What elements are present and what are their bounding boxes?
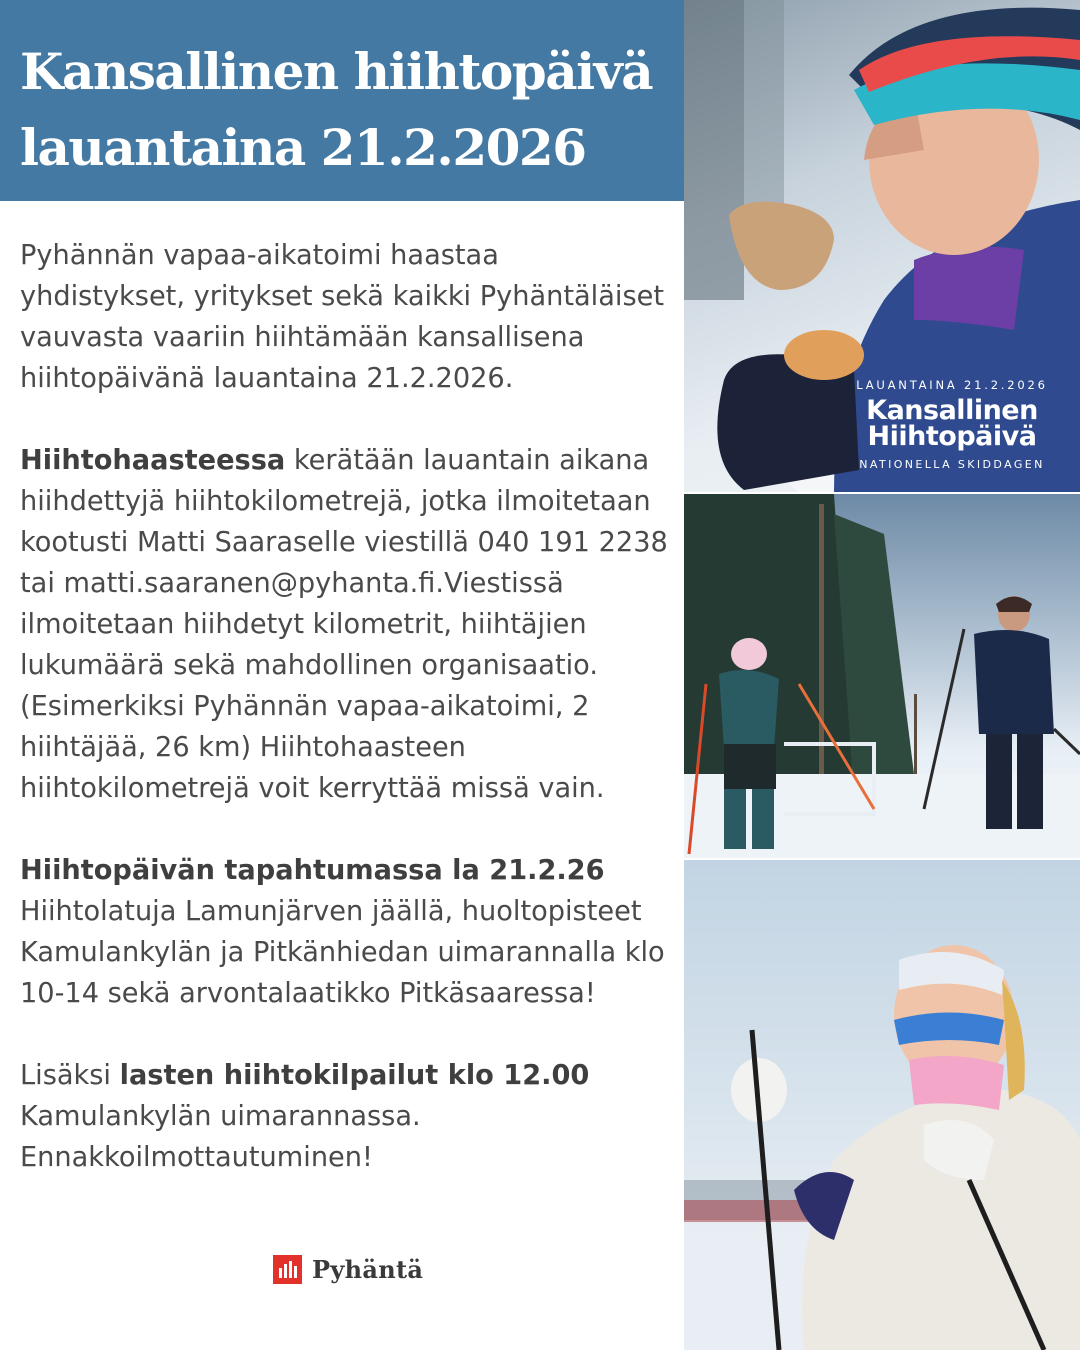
event-paragraph [20,850,670,1014]
photo-family-skiing [684,494,1080,858]
kids-text: Kamulankylän uimarannassa. Ennakkoilmottautuminen! [20,1101,421,1173]
overlay-title-line-1: Kansallinen [866,395,1038,426]
kids-prefix: Lisäksi [20,1060,120,1091]
title-banner [0,0,684,201]
logo-text: Pyhäntä [312,1255,424,1284]
kids-paragraph [20,1055,670,1178]
overlay-title-line-2: Hiihtopäivä [867,421,1037,452]
title-line-2: lauantaina 21.2.2026 [20,118,586,177]
challenge-text: kerätään lauantain aikana hiihdettyjä hiihtokilometrejä, jotka ilmoitetaan kootusti Matti Saaraselle viestillä 040 191 2238 tai matti.saaranen@pyhanta.fi.Viestissä ilmoitetaan hiihdetyt kilometrit, hiihtäjien lukumäärä sekä mahdollinen organisaatio. (Esimerkiksi Pyhännän vapaa-aikatoimi, 2 hiihtäjää, 26 km) Hiihtohaasteen hiihtokilometrejä voit kerryttää missä vain. [20,445,668,804]
challenge-heading: Hiihtohaasteessa [20,445,286,476]
challenge-paragraph [20,440,670,809]
photo-family-skiing-illustration [684,494,1080,858]
pyhanta-logo [273,1255,423,1284]
photo-woman-eating [684,0,1080,492]
photo-column [684,0,1080,1350]
event-text: Hiihtolatuja Lamunjärven jäällä, huoltopisteet Kamulankylän ja Pitkänhiedan uimarannalla klo 10-14 sekä arvontalaatikko Pitkäsaaressa! [20,896,665,1009]
pyhanta-logo-icon [273,1255,302,1284]
event-logo-overlay [852,378,1052,471]
kids-heading: lasten hiihtokilpailut klo 12.00 [119,1060,590,1091]
overlay-subtitle: NATIONELLA SKIDDAGEN [859,458,1045,471]
event-heading: Hiihtopäivän tapahtumassa la 21.2.26 [20,855,605,886]
body-text [20,235,670,1178]
photo-skier-sunglasses-illustration [684,860,1080,1350]
intro-paragraph: Pyhännän vapaa-aikatoimi haastaa yhdistykset, yritykset sekä kaikki Pyhäntäläiset vauvasta vaariin hiihtämään kansallisena hiihtopäivänä lauantaina 21.2.2026. [20,240,665,394]
overlay-date: LAUANTAINA 21.2.2026 [856,378,1048,392]
overlay-title [852,395,1052,452]
title-line-1: Kansallinen hiihtopäivä [20,42,653,101]
page-title [20,34,664,186]
photo-skier-sunglasses [684,860,1080,1350]
